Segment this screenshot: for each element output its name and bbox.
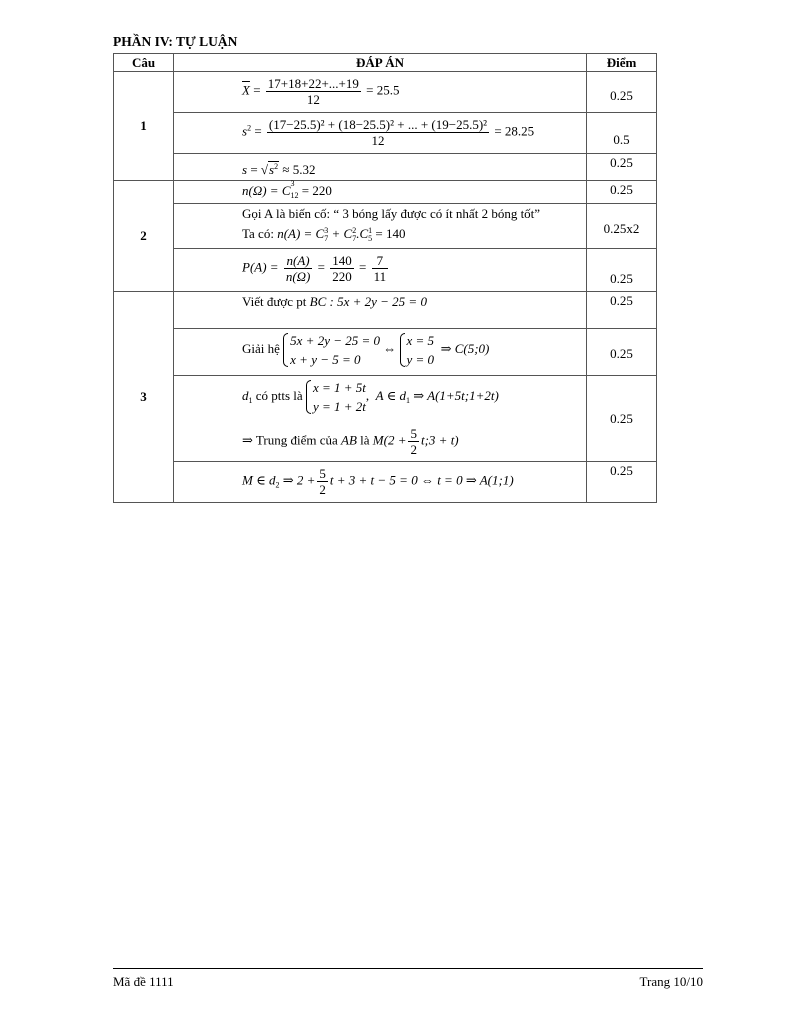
- question-number: 2: [114, 181, 174, 292]
- answer-table: [113, 53, 657, 503]
- answer-line-bc: Viết được pt BC : 5x + 2y − 25 = 0: [174, 292, 587, 329]
- points-cell: [587, 376, 657, 462]
- points-value: 0.25: [610, 155, 633, 170]
- mean-symbol: $\overline{X}$: [242, 82, 250, 98]
- final-result: t + 3 + t − 5 = 0 ⇔ t = 0 ⇒ A(1;1): [329, 472, 514, 488]
- stddev-result: ≈ 5.32: [282, 162, 316, 177]
- mean-numerator: 17+18+22+...+19: [267, 76, 359, 91]
- event-count: Ta có: $n(A) = C_7^3 + C_7^2.C_5^1 = 140$: [242, 226, 406, 243]
- table-row: [114, 462, 657, 503]
- page-number: Trang 10/10: [639, 974, 703, 989]
- mean-result: = 25.5: [366, 82, 400, 98]
- bc-equation: BC : 5x + 2y − 25 = 0: [309, 294, 427, 309]
- variance-denominator: 12: [371, 133, 385, 148]
- variance-symbol: s: [242, 123, 248, 139]
- answer-stddev: $s = √s^2 \approx 5.32$: [174, 154, 587, 181]
- points-value: 0.25: [610, 271, 633, 286]
- header-answer: ĐÁP ÁN: [174, 54, 587, 72]
- table-row: [114, 329, 657, 376]
- table-row: [114, 72, 657, 113]
- table-header-row: [114, 54, 657, 72]
- answer-omega: n(Ω) = C $_{3 12}$ = 220: [174, 181, 587, 204]
- section-title: PHẦN IV: TỰ LUẬN: [113, 34, 238, 49]
- footer-divider: [113, 968, 703, 969]
- system-equations: 5x + 2y − 25 = 0 x + y − 5 = 0: [283, 331, 380, 369]
- points-value: 0.25x2: [603, 221, 640, 236]
- points-value: 0.25: [610, 411, 633, 426]
- points-cell: [587, 249, 657, 292]
- points-value: 0.25: [610, 88, 633, 103]
- points-cell: [587, 292, 657, 329]
- omega-formula: n(Ω) = C: [242, 183, 291, 198]
- points-value: 0.5: [613, 132, 630, 147]
- points-cell: [587, 462, 657, 503]
- points-cell: [587, 204, 657, 249]
- table-row: [114, 292, 657, 329]
- table-row: [114, 249, 657, 292]
- points-value: 0.25: [610, 346, 633, 361]
- points-cell: [587, 329, 657, 376]
- points-cell: [587, 181, 657, 204]
- exam-code: Mã đề 1111: [113, 974, 174, 989]
- mean-denominator: 12: [306, 92, 320, 107]
- points-value: 0.25: [610, 463, 633, 478]
- answer-parametric: $d_1$ có ptts là x = 1 + 5t y = 1 + 2t , A ∈ $d_1$ ⇒ A(1+5t;1+2t) ⇒ Trung điểm của AB là M(2 + $\frac{5}{2}$ t;3 + t): [174, 376, 587, 462]
- table-row: [114, 204, 657, 249]
- table-row: [114, 154, 657, 181]
- answer-final: M ∈ $d_2$ ⇒ 2 + $\frac{5}{2}$ t + 3 + t − 5 = 0 ⇔ t = 0 ⇒ A(1;1): [174, 462, 587, 503]
- answer-probability: P(A) = $\frac{n(A)}{n(\Omega)}$ = $\frac{140}{220}$ = $\frac{7}{11}$: [174, 249, 587, 292]
- answer-event: [174, 204, 587, 249]
- points-value: 0.25: [610, 182, 633, 197]
- points-cell: [587, 72, 657, 113]
- point-c: ⇒ C(5;0): [440, 340, 490, 356]
- question-number: 3: [114, 292, 174, 503]
- header-points: Điểm: [587, 54, 657, 72]
- variance-numerator: (17−25.5)² + (18−25.5)² + ... + (19−25.5)²: [268, 117, 488, 132]
- answer-mean: $\overline{X}$ = $\frac{17+18+22+...+19}{12}$ = 25.5: [174, 72, 587, 113]
- parametric-equations: x = 1 + 5t y = 1 + 2t: [306, 378, 366, 416]
- answer-system: Giải hệ 5x + 2y − 25 = 0 x + y − 5 = 0 ⇔ x = 5 y = 0 ⇒ C(5;0): [174, 329, 587, 376]
- probability-fraction: $\frac{n(A)}{n(\Omega)}$: [285, 253, 311, 284]
- system-solution: x = 5 y = 0: [400, 331, 435, 369]
- mean-fraction: [266, 76, 361, 107]
- variance-fraction: [267, 117, 489, 148]
- probability-symbol: P(A) =: [242, 259, 279, 275]
- table-row: [114, 181, 657, 204]
- variance-result: = 28.25: [494, 123, 535, 139]
- points-cell: [587, 154, 657, 181]
- event-description: Gọi A là biến cố: “ 3 bóng lấy được có ít nhất 2 bóng tốt”: [242, 206, 541, 221]
- midpoint-line: ⇒ Trung điểm của AB là M(2 + $\frac{5}{2}$ t;3 + t): [242, 426, 459, 457]
- points-cell: [587, 113, 657, 154]
- omega-result: = 220: [301, 183, 332, 198]
- points-value: 0.25: [610, 293, 633, 308]
- question-number: 1: [114, 72, 174, 181]
- answer-variance: $s^2$ = $\frac{\text{(17−25.5)² + (18−25.5)² + ... + (19−25.5)²}}{12}$ = 28.25: [174, 113, 587, 154]
- table-row: [114, 376, 657, 462]
- table-row: [114, 113, 657, 154]
- header-question: Câu: [114, 54, 174, 72]
